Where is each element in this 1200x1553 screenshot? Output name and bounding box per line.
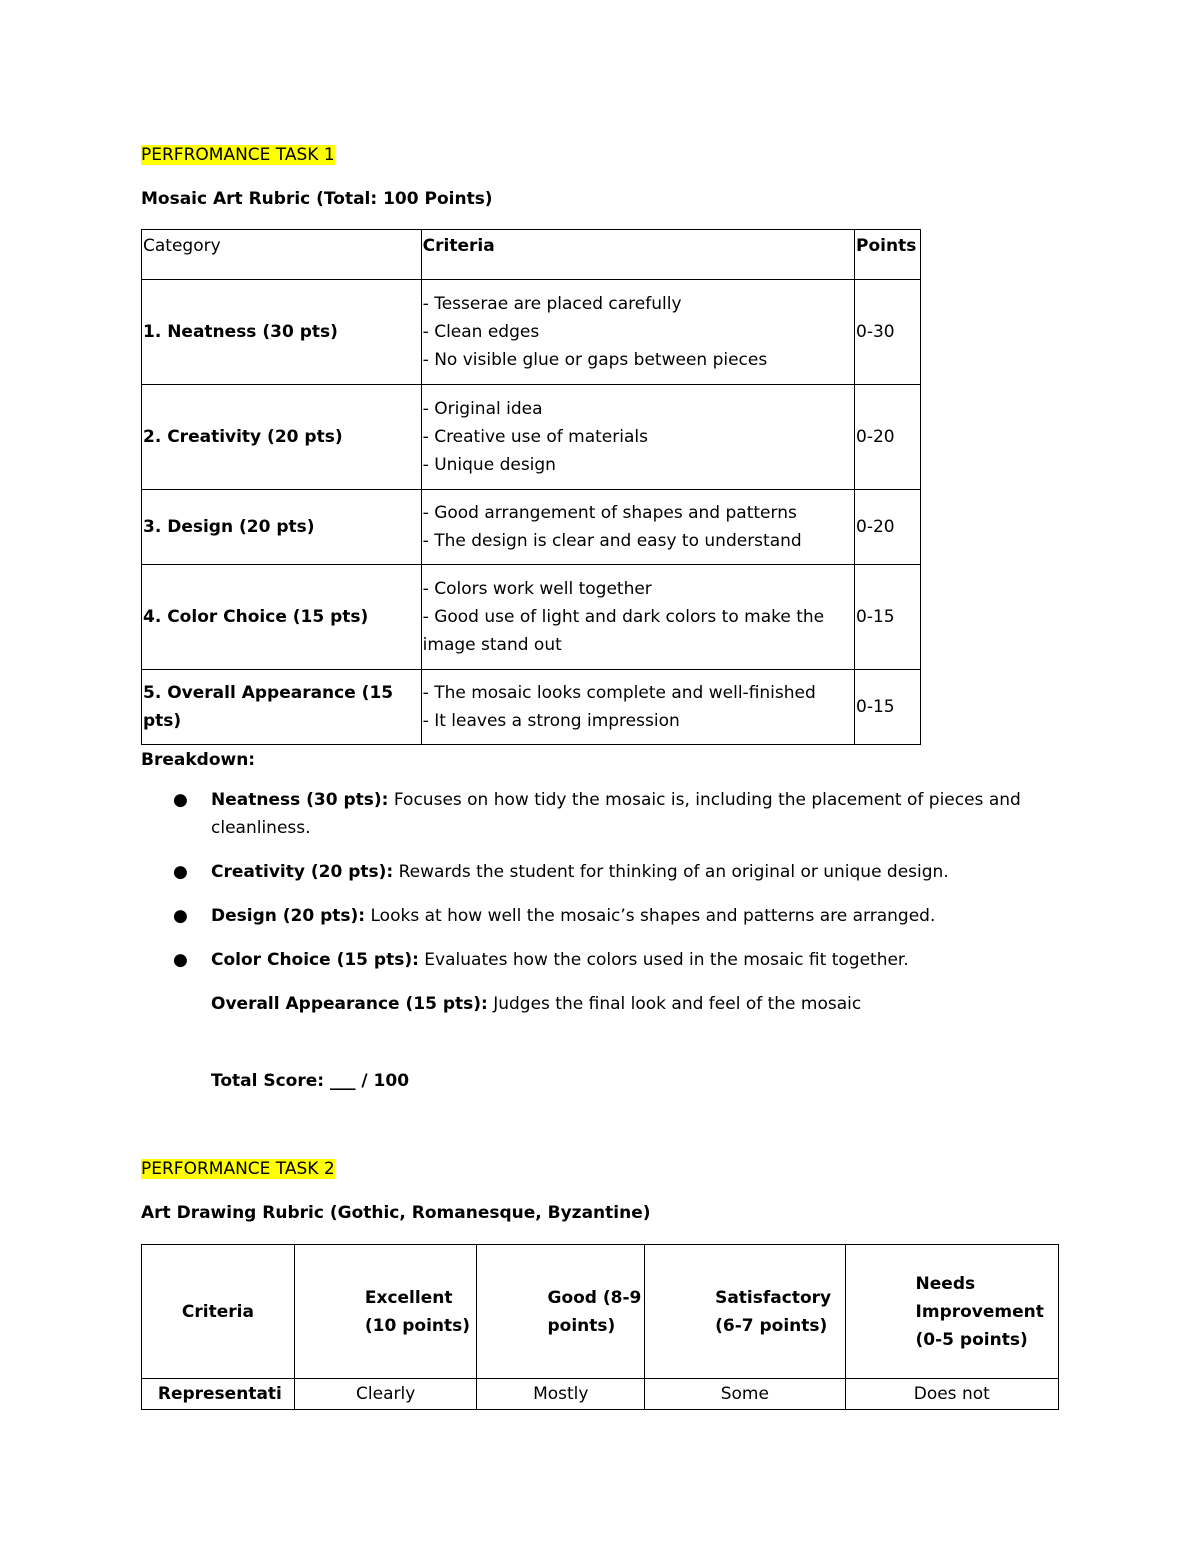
criteria-line: - Original idea: [422, 399, 543, 419]
criteria-cell: Representati: [142, 1379, 295, 1410]
points-cell: 0-20: [855, 490, 921, 565]
category-cell: 1. Neatness (30 pts): [142, 280, 422, 385]
header-good: Good (8-9 points): [477, 1245, 645, 1379]
bullet-term: Color Choice (15 pts):: [211, 950, 419, 970]
criteria-cell: [421, 280, 854, 385]
criteria-line: - Unique design: [422, 455, 556, 475]
criteria-cell: [421, 385, 854, 490]
table-header-row: [142, 1245, 1059, 1379]
category-cell: 2. Creativity (20 pts): [142, 385, 422, 490]
criteria-line: - Good use of light and dark colors to make the image stand out: [422, 607, 825, 655]
bullet-icon: ●: [173, 950, 188, 970]
criteria-cell: [421, 490, 854, 565]
criteria-line: - Creative use of materials: [422, 427, 648, 447]
header-category: Category: [142, 230, 422, 280]
table-row: [142, 280, 921, 385]
table-header-row: [142, 230, 921, 280]
table-row: [142, 385, 921, 490]
points-cell: 0-15: [855, 565, 921, 670]
total-score: Total Score: ___ / 100: [211, 1071, 410, 1091]
criteria-line: - The mosaic looks complete and well-finished: [422, 683, 816, 703]
criteria-line: - Good arrangement of shapes and patterns: [422, 503, 797, 523]
bullet-term: Creativity (20 pts):: [211, 862, 394, 882]
bullet-icon: ●: [173, 906, 188, 926]
table-row: [142, 490, 921, 565]
criteria-cell: [421, 565, 854, 670]
table-row: [142, 565, 921, 670]
overall-appearance-line: [141, 990, 1041, 1018]
table-row: [142, 670, 921, 745]
criteria-cell: [421, 670, 854, 745]
points-cell: 0-20: [855, 385, 921, 490]
header-excellent: Excellent (10 points): [294, 1245, 477, 1379]
excellent-cell: Clearly: [294, 1379, 477, 1410]
list-item: [141, 902, 1041, 930]
points-cell: 0-15: [855, 670, 921, 745]
category-cell: 5. Overall Appearance (15 pts): [142, 670, 422, 745]
table-row: [142, 1379, 1059, 1410]
list-item: [141, 786, 1041, 842]
header-criteria: Criteria: [142, 1245, 295, 1379]
bullet-icon: ●: [173, 862, 188, 882]
bullet-icon: ●: [173, 790, 188, 810]
mosaic-rubric-table: [141, 229, 921, 745]
criteria-line: - No visible glue or gaps between pieces: [422, 350, 768, 370]
header-satisfactory: Satisfactory (6-7 points): [645, 1245, 845, 1379]
task2-subtitle: Art Drawing Rubric (Gothic, Romanesque, Byzantine): [141, 1203, 651, 1223]
bullet-text: Focuses on how tidy the mosaic is, including the placement of pieces and cleanliness.: [211, 790, 1021, 838]
category-cell: 3. Design (20 pts): [142, 490, 422, 565]
bullet-text: Looks at how well the mosaic’s shapes and patterns are arranged.: [365, 906, 936, 926]
good-cell: Mostly: [477, 1379, 645, 1410]
criteria-line: - Tesserae are placed carefully: [422, 294, 682, 314]
task1-heading: PERFROMANCE TASK 1: [141, 145, 335, 165]
criteria-line: - Clean edges: [422, 322, 540, 342]
header-points: Points: [855, 230, 921, 280]
points-cell: 0-30: [855, 280, 921, 385]
breakdown-list: [141, 786, 1041, 1034]
task2-heading: PERFORMANCE TASK 2: [141, 1159, 335, 1179]
header-needs-improvement: Needs Improvement (0-5 points): [845, 1245, 1058, 1379]
list-item: [141, 946, 1041, 974]
overall-text: Judges the final look and feel of the mosaic: [487, 994, 862, 1014]
bullet-text: Evaluates how the colors used in the mosaic fit together.: [418, 950, 909, 970]
task1-subtitle: Mosaic Art Rubric (Total: 100 Points): [141, 189, 493, 209]
overall-term: Overall Appearance (15 pts):: [211, 994, 488, 1014]
criteria-line: - It leaves a strong impression: [422, 711, 680, 731]
needs-improvement-cell: Does not: [845, 1379, 1058, 1410]
bullet-term: Design (20 pts):: [211, 906, 366, 926]
list-item: [141, 858, 1041, 886]
drawing-rubric-table: [141, 1244, 1059, 1410]
criteria-line: - Colors work well together: [422, 579, 652, 599]
breakdown-label: Breakdown:: [141, 750, 256, 770]
satisfactory-cell: Some: [645, 1379, 845, 1410]
bullet-term: Neatness (30 pts):: [211, 790, 389, 810]
category-cell: 4. Color Choice (15 pts): [142, 565, 422, 670]
criteria-line: - The design is clear and easy to understand: [422, 531, 802, 551]
bullet-text: Rewards the student for thinking of an original or unique design.: [393, 862, 949, 882]
header-criteria: Criteria: [421, 230, 854, 280]
